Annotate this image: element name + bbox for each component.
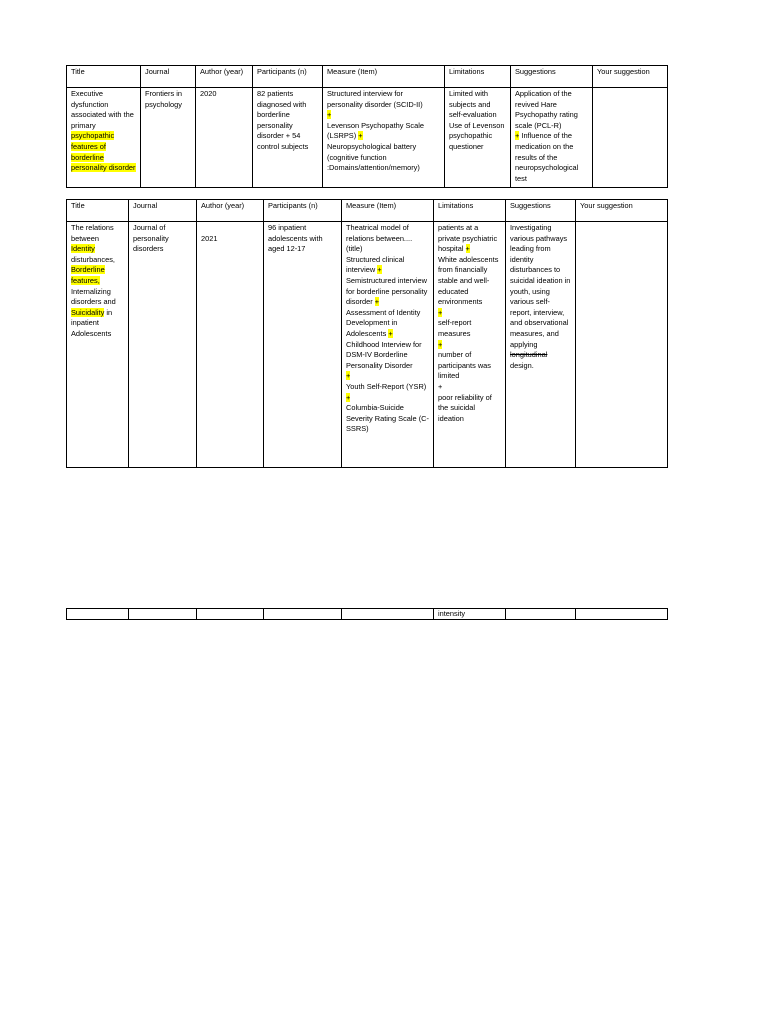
- header-author-year: Author (year): [197, 200, 264, 222]
- plus-marker: +: [346, 392, 351, 402]
- limitation-item: +: [438, 381, 443, 391]
- plus-marker: +: [438, 307, 443, 317]
- header-limitations: Limitations: [445, 66, 511, 88]
- cell-participants: 96 inpatient adolescents with aged 12-17: [264, 222, 342, 468]
- cell-suggestions: [511, 88, 593, 188]
- measure-item: Structured interview for personality disorder (SCID-II): [327, 89, 423, 109]
- cell-title: [67, 88, 141, 188]
- header-suggestions: Suggestions: [511, 66, 593, 88]
- limitation-item: number of participants was limited: [438, 350, 491, 381]
- plus-marker: +: [388, 328, 393, 338]
- limitation-item: patients at a private psychiatric hospital: [438, 223, 498, 254]
- header-your-suggestion: Your suggestion: [576, 200, 668, 222]
- measure-item: Youth Self-Report (YSR): [346, 381, 427, 391]
- measure-item: Levenson Psychopathy Scale (LSRPS): [327, 120, 424, 141]
- year-text: 2021: [201, 234, 218, 243]
- limitation-item: poor reliability of the suicidal ideation: [438, 392, 492, 423]
- header-suggestions: Suggestions: [506, 200, 576, 222]
- table-row: [67, 609, 668, 620]
- cell-journal: Frontiers in psychology: [141, 88, 196, 188]
- cell-your-suggestion: [593, 88, 668, 188]
- cell-empty: [264, 609, 342, 620]
- cell-empty: [506, 609, 576, 620]
- header-limitations: Limitations: [434, 200, 506, 222]
- suggestion-text: design.: [510, 360, 534, 370]
- cell-measures: [342, 222, 434, 468]
- table-row: [67, 88, 668, 188]
- header-author-year: Author (year): [196, 66, 253, 88]
- measure-item: Columbia-Suicide Severity Rating Scale (C-SSRS): [346, 403, 429, 434]
- title-text: disturbances,: [71, 254, 115, 264]
- header-journal: Journal: [129, 200, 197, 222]
- plus-marker: +: [438, 339, 443, 349]
- plus-marker: +: [515, 131, 520, 141]
- title-text: in inpatient Adolescents: [71, 307, 113, 338]
- plus-marker: +: [327, 110, 332, 120]
- plus-marker: +: [346, 371, 351, 381]
- cell-empty: [129, 609, 197, 620]
- suggestion-text: Investigating various pathways leading from identity disturbances to suicidal ideation in youth, using various self-report, interview, and observational measures, and applying: [510, 223, 571, 349]
- cell-empty: [342, 609, 434, 620]
- cell-your-suggestion: [576, 222, 668, 468]
- limitation-item: White adolescents from financially stable and well-educated environments: [438, 254, 499, 307]
- cell-title: [67, 222, 129, 468]
- limitation-item: self-report measures: [438, 318, 472, 338]
- measure-item: Semistructured interview for borderline personality disorder: [346, 275, 428, 307]
- suggestion-text: Application of the revived Hare Psychopathy rating scale (PCL-R): [515, 89, 578, 130]
- title-text: The relations between: [71, 223, 114, 243]
- header-your-suggestion: Your suggestion: [593, 66, 668, 88]
- title-highlight: psychopathic features of borderline personality disorder: [71, 131, 136, 173]
- measure-item: Assessment of Identity Development in Adolescents: [346, 307, 421, 338]
- measure-item: Structured clinical interview: [346, 254, 405, 275]
- measure-item: Neuropsychological battery (cognitive function :Domains/attention/memory): [327, 141, 420, 173]
- header-participants: Participants (n): [253, 66, 323, 88]
- cell-limitations: [434, 222, 506, 468]
- title-text: Internalizing disorders and: [71, 286, 116, 307]
- header-journal: Journal: [141, 66, 196, 88]
- cell-limitations: Limited with subjects and self-evaluation Use of Levenson psychopathic questioner: [445, 88, 511, 188]
- header-title: Title: [67, 66, 141, 88]
- cell-empty: [576, 609, 668, 620]
- header-measure: Measure (Item): [323, 66, 445, 88]
- cell-measures: [323, 88, 445, 188]
- cell-participants: 82 patients diagnosed with borderline personality disorder + 54 control subjects: [253, 88, 323, 188]
- title-highlight: Suicidality: [71, 307, 105, 317]
- suggestion-text: Influence of the medication on the results of the neuropsychological test: [515, 131, 579, 183]
- cell-journal: Journal of personality disorders: [129, 222, 197, 468]
- title-text: Executive dysfunction associated with the primary: [71, 89, 134, 130]
- study-table-1: [66, 65, 668, 188]
- title-highlight: Identity: [71, 244, 95, 254]
- plus-marker: +: [465, 244, 470, 254]
- plus-marker: +: [374, 297, 380, 307]
- header-measure: Measure (Item): [342, 200, 434, 222]
- cell-year: [197, 222, 264, 468]
- suggestion-strikethrough: longitudinal: [510, 350, 548, 360]
- cell-empty: [197, 609, 264, 620]
- cell-empty: [67, 609, 129, 620]
- measure-item: Theatrical model of relations between.... (title): [346, 223, 413, 254]
- plus-marker: +: [377, 265, 382, 275]
- header-title: Title: [67, 200, 129, 222]
- header-participants: Participants (n): [264, 200, 342, 222]
- continuation-row-table: [66, 608, 668, 620]
- cell-suggestions: [506, 222, 576, 468]
- header-row: [67, 200, 668, 222]
- header-row: [67, 66, 668, 88]
- measure-item: Childhood Interview for DSM-IV Borderline Personality Disorder: [346, 339, 422, 370]
- table-row: [67, 222, 668, 468]
- plus-marker: +: [358, 131, 363, 141]
- cell-limitations: intensity: [434, 609, 506, 620]
- cell-year: 2020: [196, 88, 253, 188]
- study-table-2: [66, 199, 668, 468]
- title-highlight: Borderline features,: [71, 265, 105, 285]
